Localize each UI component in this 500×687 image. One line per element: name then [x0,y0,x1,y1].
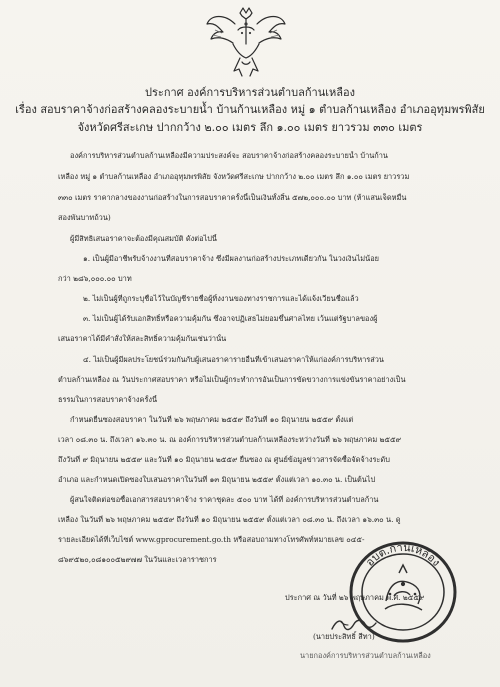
paragraph-line: กำหนดยื่นซองสอบราคา ในวันที่ ๒๖ พฤษภาคม ๒๕๕๙ ถึงวันที่ ๑๐ มิถุนายน ๒๕๕๙ ตั้งแต่ [70,415,354,424]
paragraph-line: ถึงวันที่ ๙ มิถุนายน ๒๕๕๙ และวันที่ ๑๐ มิถุนายน ๒๕๕๙ ยื่นซอง ณ ศูนย์ข้อมูลข่าวสารจัดซื้อจัดจ้างระดับ [58,455,390,464]
paragraph-line: เวลา ๐๘.๓๐ น. ถึงเวลา ๑๖.๓๐ น. ณ องค์การบริหารส่วนตำบลก้านเหลืองระหว่างวันที่ ๒๖ พฤษภาคม ๒๕๕๙ [58,435,402,444]
paragraph-line: รายละเอียดได้ที่เว็บไซต์ www.gprocurement.go.th หรือสอบถามทางโทรศัพท์หมายเลข ๐๔๕- [58,535,365,544]
paragraph-line: ธรรมในการสอบราคาจ้างครั้งนี้ [58,395,158,404]
signer-name: (นายประสิทธิ์ สีทา) [313,632,375,641]
paragraph-line: ๒. ไม่เป็นผู้ที่ถูกระบุชื่อไว้ในบัญชีรายชื่อผู้ทิ้งงานของทางราชการและได้แจ้งเวียนชื่อแล้ว [83,294,359,303]
subject-line-continuation: จังหวัดศรีสะเกษ ปากกว้าง ๒.๐๐ เมตร ลึก ๑.๐๐ เมตร ยาวรวม ๓๓๐ เมตร [77,121,423,134]
garuda-emblem [203,6,289,82]
paragraph-line: ผู้สนใจติดต่อขอซื้อเอกสารสอบราคาจ้าง ราคาชุดละ ๕๐๐ บาท ได้ที่ องค์การบริหารส่วนตำบลก้าน [70,495,379,504]
paragraph-line: เหลือง ในวันที่ ๒๖ พฤษภาคม ๒๕๕๙ ถึงวันที่ ๑๐ มิถุนายน ๒๕๕๙ ตั้งแต่เวลา ๐๘.๓๐ น. ถึงเวลา ๑๖.๓๐ น. ดู [58,515,401,524]
subject-line: เรื่อง สอบราคาจ้างก่อสร้างคลองระบายน้ำ บ้านก้านเหลือง หมู่ ๑ ตำบลก้านเหลือง อำเภออุทุมพรพิสัย [15,103,485,116]
announcement-date: ประกาศ ณ วันที่ ๒๖ พฤษภาคม พ.ศ. ๒๕๕๙ [285,593,425,602]
paragraph-line: ๓. ไม่เป็นผู้ได้รับเอกสิทธิ์หรือความคุ้มกัน ซึ่งอาจปฏิเสธไม่ยอมขึ้นศาลไทย เว้นแต่รัฐบาลของผู้ [83,314,378,323]
paragraph-line: องค์การบริหารส่วนตำบลก้านเหลืองมีความประสงค์จะ สอบราคาจ้างก่อสร้างคลองระบายน้ำ บ้านก้าน [70,151,388,160]
stamp-text: อบต.ก้านเหลือง [363,540,443,569]
paragraph-line: ๓๓๐ เมตร ราคากลางของงานก่อสร้างในการสอบราคาครั้งนี้เป็นเงินทั้งสิ้น ๕๗๒,๐๐๐.๐๐ บาท (ห้าแสนเจ็ดหมื่น [58,193,407,202]
paragraph-line: ๔. ไม่เป็นผู้มีผลประโยชน์ร่วมกันกับผู้เสนอราคารายอื่นที่เข้าเสนอราคาให้แก่องค์การบริหารส่วน [83,355,384,364]
paragraph-line: ๘๖๙๕๒๐,๐๘๑๐๐๕๒๙๗๗ ในวันและเวลาราชการ [58,555,217,564]
paragraph-line: เหลือง หมู่ ๑ ตำบลก้านเหลือง อำเภออุทุมพรพิสัย จังหวัดศรีสะเกษ ปากกว้าง ๒.๐๐ เมตร ลึก ๑.๐๐ เมตร ยาวรวม [58,172,410,181]
paragraph-line: สองพันบาทถ้วน) [58,213,111,222]
paragraph-line: ๑. เป็นผู้มีอาชีพรับจ้างงานที่สอบราคาจ้าง ซึ่งมีผลงานก่อสร้างประเภทเดียวกัน ในวงเงินไม่น้อย [83,254,379,263]
paragraph-line: ตำบลก้านเหลือง ณ วันประกาศสอบราคา หรือไม่เป็นผู้กระทำการอันเป็นการขัดขวางการแข่งขันราคาอย่างเป็น [58,375,406,384]
paragraph-line: เสนอราคาได้มีคำสั่งให้สละสิทธิ์ความคุ้มกันเช่นว่านั้น [58,334,227,343]
signer-title: นายกองค์การบริหารส่วนตำบลก้านเหลือง [300,651,431,660]
paragraph-line: ผู้มีสิทธิเสนอราคาจะต้องมีคุณสมบัติ ดังต่อไปนี้ [70,234,217,243]
paragraph-line: อำเภอ และกำหนดเปิดซองใบเสนอราคาในวันที่ ๑๓ มิถุนายน ๒๕๕๙ ตั้งแต่เวลา ๑๐.๓๐ น. เป็นต้นไป [58,475,376,484]
announcement-heading: ประกาศ องค์การบริหารส่วนตำบลก้านเหลือง [145,86,355,99]
paragraph-line: กว่า ๒๘๖,๐๐๐.๐๐ บาท [58,274,132,283]
